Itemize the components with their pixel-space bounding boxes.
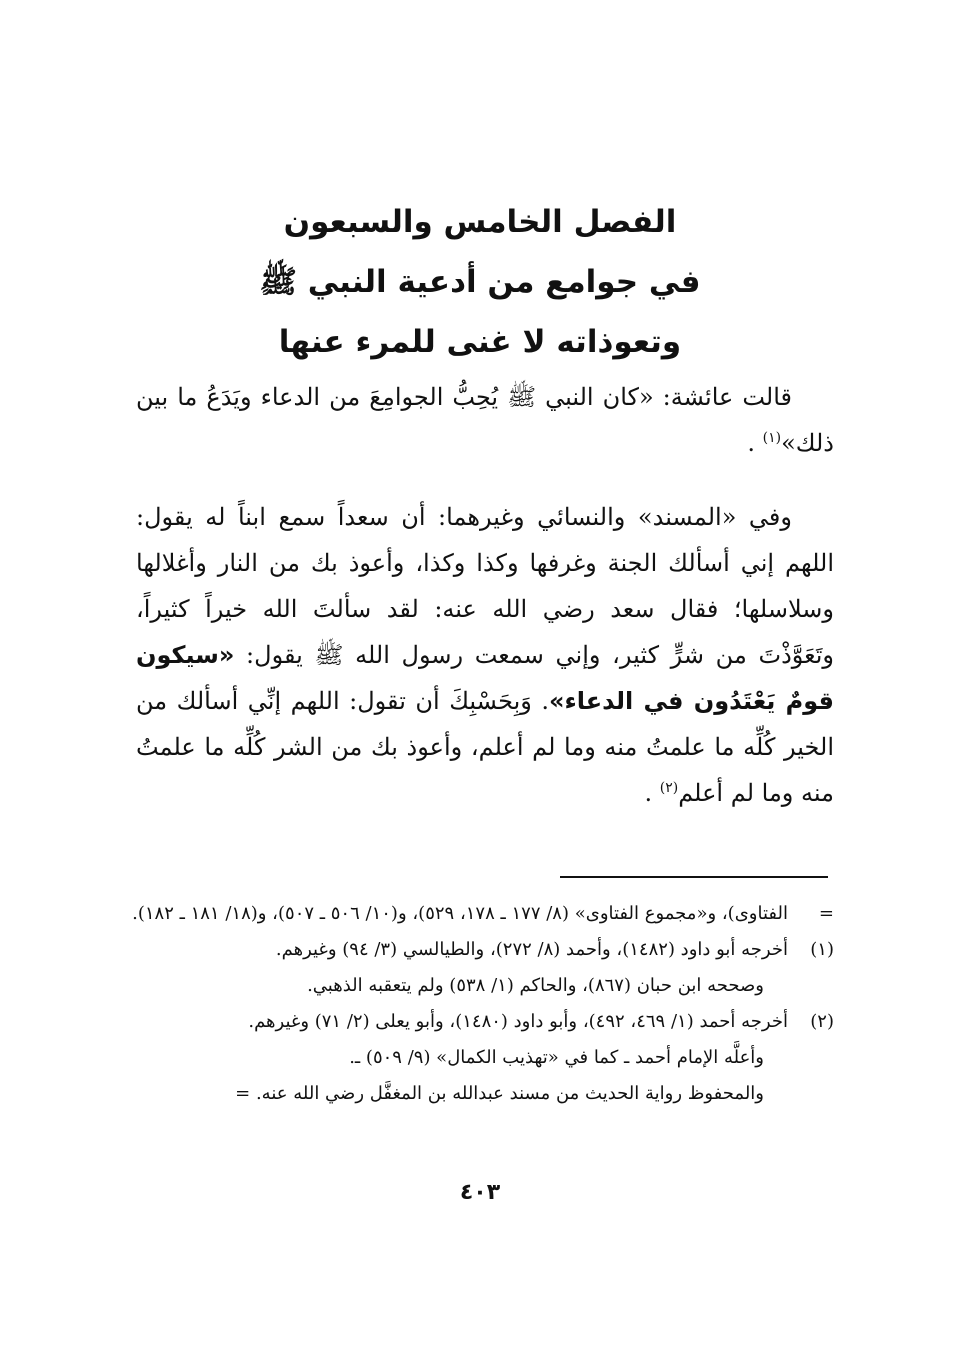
footnote-2-cont-b — [126, 1076, 834, 1112]
paragraph-2-part-1: وفي «المسند» والنسائي وغيرهما: أن سعداً سمع ابناً له يقول: اللهم إني أسألك الجنة وغرفها وكذا وكذا، وأعوذ بك من النار وأغلالها وسلاسلها؛ فقال سعد رضي الله عنه: لقد سألتَ الله خيراً كثيراً، وتَعَوَّذْتَ من شرٍّ كثير، وإني سمعت رسول الله ﷺ يقول: — [136, 503, 834, 669]
footnote-1-line-1: أخرجه أبو داود (١٤٨٢)، وأحمد (٨/ ٢٧٢)، والطيالسي (٣/ ٩٤) وغيرهم. — [275, 939, 788, 960]
footnote-ref-1: (١) — [762, 430, 782, 446]
paragraph-aisha-hadith — [136, 374, 834, 466]
paragraph-1-body: قالت عائشة: «كان النبي ﷺ يُحِبُّ الجوامِعَ من الدعاء ويَدَعُ ما بين ذلك» — [136, 383, 834, 457]
footnote-continuation-mark: = — [818, 903, 834, 924]
paragraph-saad-hadith — [136, 494, 834, 816]
chapter-title-line-1: الفصل الخامس والسبعون — [283, 204, 677, 240]
footnote-separator — [560, 876, 828, 878]
chapter-title-line-2: في جوامع من أدعية النبي ﷺ — [259, 264, 701, 300]
paragraph-2-bold-quote: «سيكون قومٌ يَعْتَدُون في الدعاء» — [136, 641, 834, 715]
footnote-1-mark: (١) — [810, 939, 834, 960]
footnotes — [126, 896, 834, 1112]
paragraph-1-text — [136, 374, 834, 466]
paragraph-2-text — [136, 494, 834, 816]
footnote-2-cont-a — [126, 1040, 834, 1076]
paragraph-2-end: . — [644, 779, 653, 807]
paragraph-2-part-2: . وَبِحَسْبِكَ أن تقول: اللهم إنِّي أسألك من الخير كُلِّه ما علمتُ منه وما لم أعلم، وأعوذ بك من الشر كُلِّه ما علمتُ منه وما لم أعلم — [136, 687, 834, 807]
footnote-1-line-2: وصححه ابن حبان (٨٦٧)، والحاكم (١/ ٥٣٨) ولم يتعقبه الذهبي. — [307, 975, 764, 996]
chapter-title-line-3: وتعوذاته لا غنى للمرء عنها — [278, 324, 682, 360]
chapter-title — [130, 192, 830, 372]
footnote-2-line-2: وأعلَّه الإمام أحمد ـ كما في «تهذيب الكمال» (٩/ ٥٠٩) ـ. — [349, 1047, 764, 1068]
footnote-2-line-3: والمحفوظ رواية الحديث من مسند عبدالله بن المغفَّل رضي الله عنه. = — [235, 1083, 764, 1104]
page-number: ٤٠٣ — [459, 1180, 501, 1205]
footnote-2 — [126, 1004, 834, 1040]
footnote-1 — [126, 932, 834, 968]
footnote-2-mark: (٢) — [810, 1011, 834, 1032]
footnote-1-cont — [126, 968, 834, 1004]
footnote-continuation — [126, 896, 834, 932]
footnote-continuation-text: الفتاوى)، و«مجموع الفتاوى» (٨/ ١٧٧ ـ ١٧٨، ٥٢٩)، و(١٠/ ٥٠٦ ـ ٥٠٧)، و(١٨/ ١٨١ ـ ١٨٢). — [132, 903, 788, 924]
paragraph-1-end: . — [747, 429, 755, 457]
footnote-2-line-1: أخرجه أحمد (١/ ٤٦٩، ٤٩٢)، وأبو داود (١٤٨٠)، وأبو يعلى (٢/ ٧١) وغيرهم. — [248, 1011, 788, 1032]
footnote-ref-2: (٢) — [659, 780, 679, 796]
